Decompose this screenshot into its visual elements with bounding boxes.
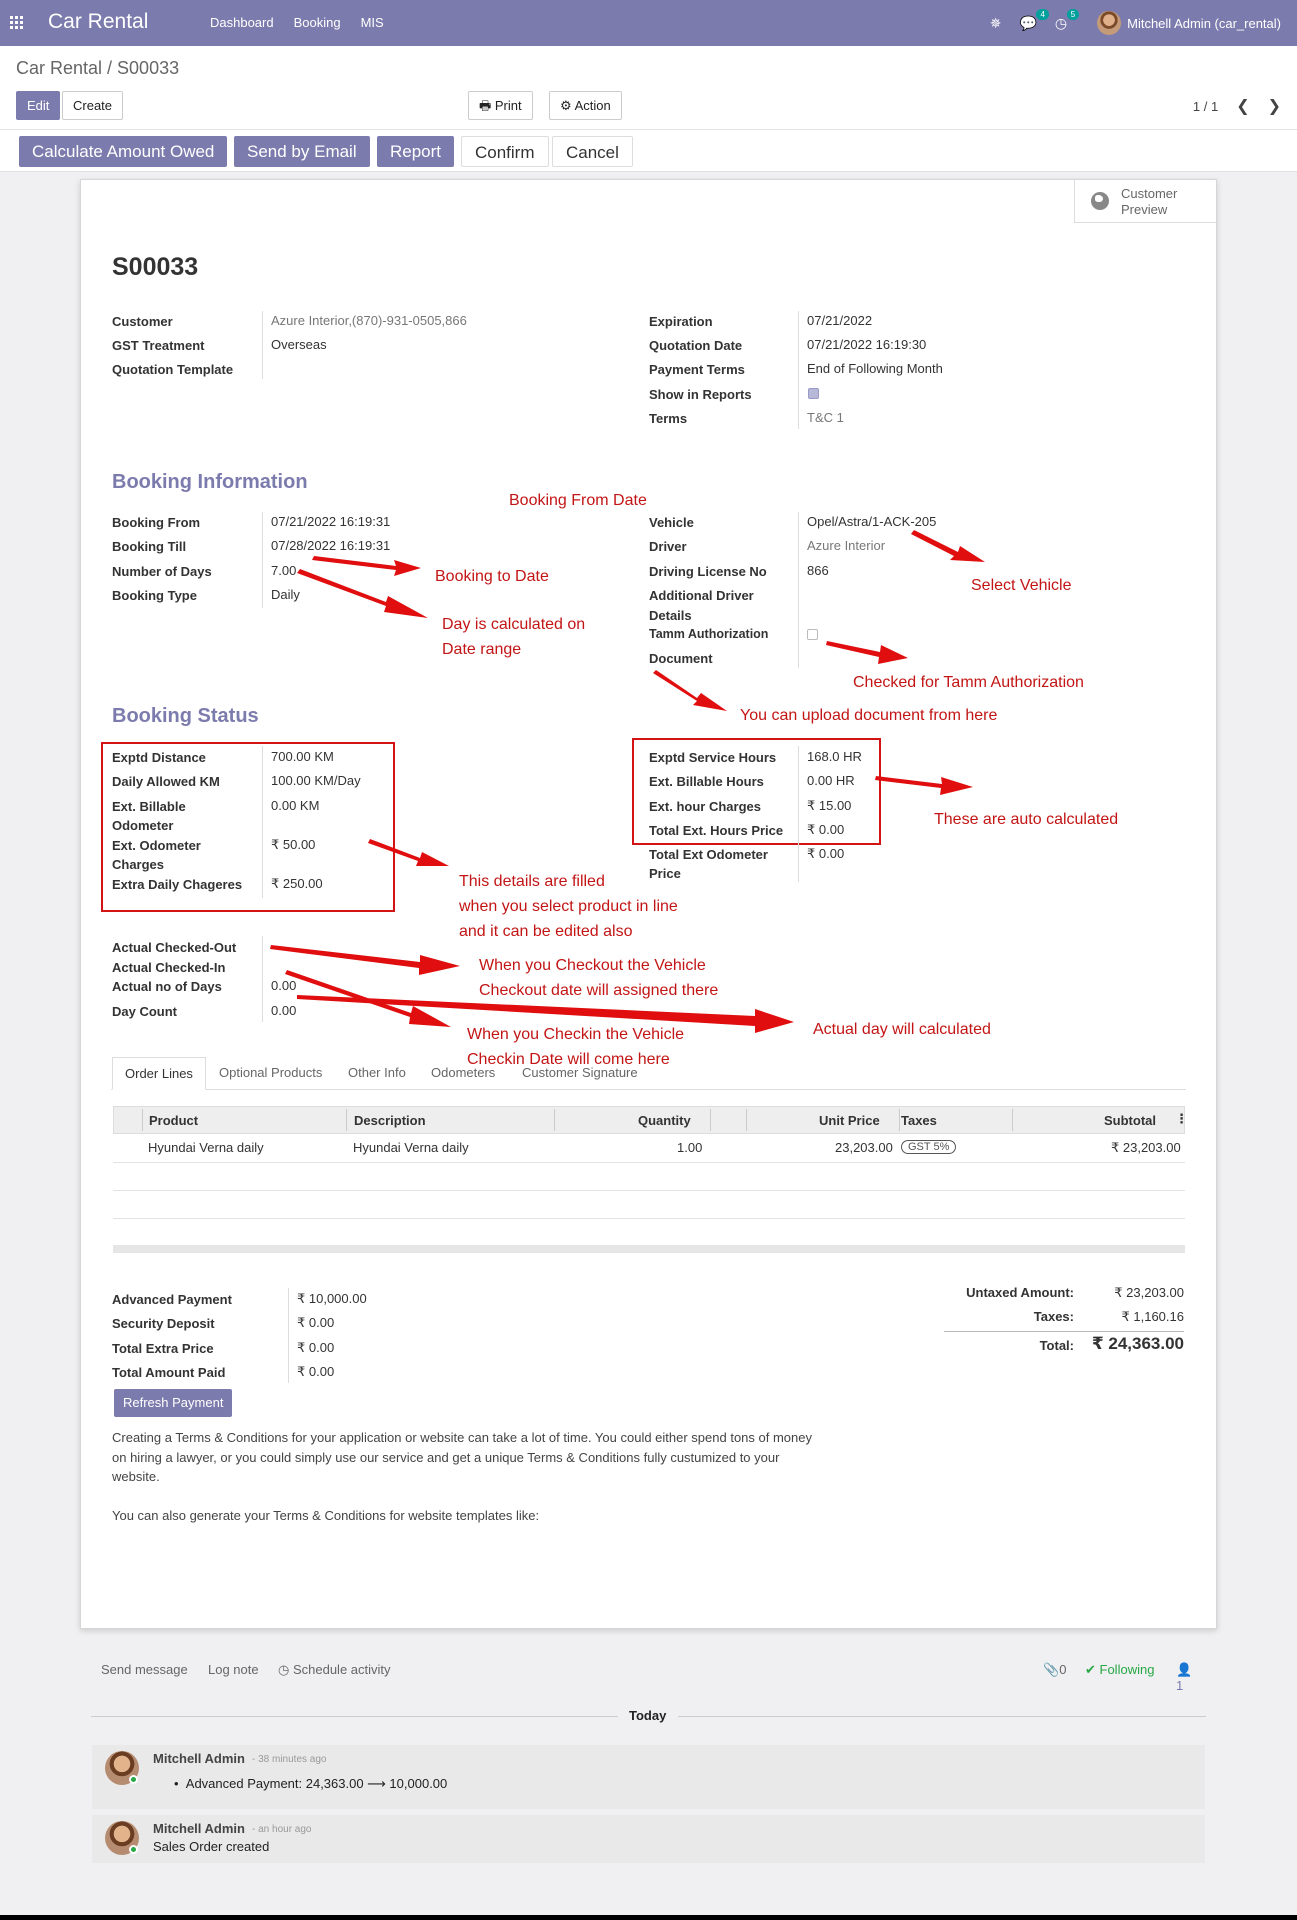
user-icon: 👤 [1176,1662,1193,1677]
total-extra-price-field[interactable]: ₹ 0.00 [297,1340,335,1355]
paperclip-icon: 📎 [1043,1662,1060,1677]
ext-odometer-charges-label-1: Ext. Odometer [112,838,201,853]
exptd-service-hours-label: Exptd Service Hours [649,750,777,765]
pager-previous-icon[interactable]: ❮ [1236,98,1250,115]
date-separator-label: Today [629,1708,667,1723]
chatter-message[interactable] [92,1745,1205,1809]
row-quantity[interactable]: 1.00 [677,1140,703,1155]
messages-icon[interactable]: 💬 4 [1019,15,1036,32]
annotation-checkin-1: When you Checkin the Vehicle [467,1026,685,1043]
annotation-details-2: when you select product in line [459,898,678,915]
show-in-reports-label: Show in Reports [649,387,752,402]
separator-line [91,1716,618,1717]
gear-icon: ⚙ [560,98,575,113]
security-deposit-label: Security Deposit [112,1316,215,1331]
log-note-button[interactable]: Log note [208,1662,259,1677]
gst-treatment-field[interactable]: Overseas [271,337,327,352]
exptd-service-hours-field[interactable]: 168.0 HR [807,749,862,764]
arrow-select-vehicle [911,530,985,562]
column-subtotal[interactable]: Subtotal [1104,1113,1156,1128]
column-description[interactable]: Description [354,1113,426,1128]
confirm-button[interactable]: Confirm [461,136,549,167]
message-time: - an hour ago [252,1824,312,1835]
column-separator [710,1109,711,1131]
annotation-auto-calc: These are auto calculated [934,811,1119,828]
actual-no-of-days-label: Actual no of Days [112,979,222,994]
row-description[interactable]: Hyundai Verna daily [353,1140,469,1155]
vehicle-label: Vehicle [649,515,694,530]
total-value: ₹ 24,363.00 [1091,1334,1184,1353]
taxes-value: ₹ 1,160.16 [1121,1309,1184,1324]
driver-label: Driver [649,539,687,554]
total-ext-odometer-price-label-2: Price [649,866,681,881]
column-separator [1012,1109,1013,1131]
followers-button[interactable] [1176,1662,1197,1693]
payment-terms-field[interactable]: End of Following Month [807,361,943,376]
message-time: - 38 minutes ago [252,1754,327,1765]
pager-value[interactable]: 1 / 1 [1192,98,1219,114]
driving-license-label: Driving License No [649,564,767,579]
screen-bottom-edge [0,1915,1297,1920]
untaxed-amount-value: ₹ 23,203.00 [1114,1285,1184,1300]
arrow-details [368,839,449,866]
breadcrumb[interactable]: Car Rental / S00033 [16,58,180,78]
annotation-details-3: and it can be edited also [459,923,633,940]
annotation-booking-to: Booking to Date [435,568,549,585]
document-label: Document [649,651,713,666]
taxes-label: Taxes: [1033,1309,1074,1324]
ext-billable-hours-label: Ext. Billable Hours [649,774,764,789]
total-ext-odometer-price-label-1: Total Ext Odometer [649,847,768,862]
attachments-button[interactable] [1043,1662,1066,1678]
daily-allowed-km-label: Daily Allowed KM [112,774,220,789]
print-icon: 🖶 [479,98,495,113]
quotation-date-label: Quotation Date [649,338,743,353]
totals-divider [944,1331,1184,1332]
tamm-authorization-label: Tamm Authorization [649,627,769,641]
annotation-upload: You can upload document from here [740,707,998,724]
arrow-actual-day [297,995,794,1033]
column-unit-price[interactable]: Unit Price [819,1113,880,1128]
booking-type-label: Booking Type [112,588,197,603]
actual-checked-in-label: Actual Checked-In [112,960,226,975]
arrow-booking-to [312,556,421,576]
ext-billable-odometer-field[interactable]: 0.00 KM [271,798,320,813]
cancel-button[interactable]: Cancel [552,136,633,167]
row-unit-price[interactable]: 23,203.00 [835,1140,893,1155]
total-extra-price-label: Total Extra Price [112,1341,214,1356]
calculate-amount-owed-button[interactable]: Calculate Amount Owed [19,136,227,167]
number-of-days-field[interactable]: 7.00 [271,563,297,578]
send-by-email-button[interactable]: Send by Email [234,136,370,167]
extra-daily-charges-field[interactable]: ₹ 250.00 [271,876,323,891]
message-author[interactable]: Mitchell Admin [153,1821,245,1836]
send-message-button[interactable]: Send message [101,1662,188,1677]
day-count-field[interactable]: 0.00 [271,1003,297,1018]
ext-hour-charges-field[interactable]: ₹ 15.00 [807,798,852,813]
order-lines-header [113,1106,1188,1134]
customer-preview-line1: Customer [1121,186,1178,201]
customer-field[interactable]: Azure Interior,(870)-931-0505,866 [271,313,467,328]
additional-driver-label: Additional Driver [649,588,754,603]
extra-daily-charges-label: Extra Daily Chageres [112,877,243,892]
number-of-days-label: Number of Days [112,564,212,579]
action-label: Action [574,98,611,113]
day-count-label: Day Count [112,1004,177,1019]
terms-paragraph: Creating a Terms & Conditions for your application or website can take a lot of time. You could either spend tons of money on hiring a lawyer, or you could simply use our service and get a unique Terms & Conditions fully custumized to your website. [112,1430,812,1484]
column-taxes[interactable]: Taxes [901,1113,937,1128]
row-divider [113,1190,1185,1191]
terms-and-conditions[interactable] [112,1428,822,1525]
arrow-day-calc [297,569,428,618]
message-author[interactable]: Mitchell Admin [153,1751,245,1766]
driver-field[interactable]: Azure Interior [807,538,886,553]
attachments-count: 0 [1059,1662,1067,1677]
advanced-payment-field[interactable]: ₹ 10,000.00 [297,1291,367,1306]
column-options-icon[interactable]: ⋮ [1175,1111,1188,1126]
terms-field[interactable]: T&C 1 [807,410,844,425]
tab-order-lines[interactable]: Order Lines [112,1057,206,1090]
schedule-activity-label: Schedule activity [292,1662,391,1677]
column-separator [746,1109,747,1131]
column-separator [554,1109,555,1131]
user-name: Mitchell Admin (car_rental) [1127,15,1281,31]
booking-information-title: Booking Information [112,471,308,493]
schedule-activity-button[interactable] [278,1662,391,1678]
booking-from-label: Booking From [112,515,201,530]
following-label: Following [1099,1662,1155,1677]
terms-label: Terms [649,411,688,426]
customer-label: Customer [112,314,173,329]
annotation-checkin-2: Checkin Date will come here [467,1051,670,1068]
row-divider [113,1218,1185,1219]
total-ext-hours-price-field[interactable]: ₹ 0.00 [807,822,845,837]
actual-no-of-days-field[interactable]: 0.00 [271,978,297,993]
total-ext-hours-price-label: Total Ext. Hours Price [649,823,784,838]
booking-till-field[interactable]: 07/28/2022 16:19:31 [271,538,391,553]
pager-next-icon[interactable]: ❯ [1267,98,1281,115]
messages-badge: 4 [1036,9,1048,20]
ext-billable-hours-field[interactable]: 0.00 HR [807,773,855,788]
print-label: Print [494,98,522,113]
chatter-message[interactable] [92,1815,1205,1863]
daily-allowed-km-field[interactable]: 100.00 KM/Day [271,773,361,788]
exptd-distance-label: Exptd Distance [112,750,206,765]
quotation-template-label: Quotation Template [112,362,234,377]
gst-treatment-label: GST Treatment [112,338,205,353]
check-icon: ✔ [1085,1662,1100,1677]
tracking-value: Advanced Payment: 24,363.00 ⟶ 10,000.00 [185,1776,448,1791]
following-button[interactable] [1085,1662,1154,1678]
online-status-icon [129,1845,138,1854]
annotation-details-1: This details are filled [459,873,605,890]
notebook-tabs [111,1057,1186,1090]
arrow-checkout [270,945,460,975]
edit-button[interactable]: Edit [16,91,60,120]
menu-dashboard[interactable]: Dashboard [210,15,274,30]
actual-checked-out-label: Actual Checked-Out [112,940,237,955]
customer-preview-line2: Preview [1121,202,1168,217]
ext-odometer-charges-field[interactable]: ₹ 50.00 [271,837,316,852]
app-title[interactable]: Car Rental [48,10,149,33]
booking-status-title: Booking Status [112,705,259,727]
booking-type-field[interactable]: Daily [271,587,300,602]
annotation-booking-from: Booking From Date [509,492,647,509]
advanced-payment-label: Advanced Payment [112,1292,232,1307]
followers-count: 1 [1176,1678,1184,1693]
security-deposit-field[interactable]: ₹ 0.00 [297,1315,335,1330]
clock-icon: ◷ [278,1662,293,1677]
quotation-date-field[interactable]: 07/21/2022 16:19:30 [807,337,927,352]
ext-billable-odometer-label-1: Ext. Billable [112,799,186,814]
field-separator [288,1288,289,1383]
ext-hour-charges-label: Ext. hour Charges [649,799,761,814]
message-body: Sales Order created [153,1839,270,1854]
tab-other-info[interactable]: Other Info [348,1065,406,1080]
annotation-select-vehicle: Select Vehicle [971,577,1072,594]
separator-line [678,1716,1206,1717]
activity-clock-icon[interactable]: ◷ 5 [1055,15,1067,32]
date-separator [91,1708,1206,1724]
ext-odometer-charges-label-2: Charges [112,857,165,872]
bug-icon[interactable]: ✵ [989,14,1002,31]
document-title: S00033 [112,253,199,281]
driving-license-field[interactable]: 866 [807,563,829,578]
ext-billable-odometer-label-2: Odometer [112,818,174,833]
message-body: • Advanced Payment: 24,363.00 ⟶ 10,000.00 [174,1776,448,1791]
annotation-day-calc-2: Date range [442,641,522,658]
row-product[interactable]: Hyundai Verna daily [148,1140,264,1155]
menu-booking[interactable]: Booking [293,15,341,30]
column-separator [142,1109,143,1131]
activities-badge: 5 [1067,9,1079,20]
menu-mis[interactable]: MIS [360,15,384,30]
annotation-checkout-2: Checkout date will assigned there [479,982,719,999]
total-label: Total: [1039,1338,1074,1353]
terms-paragraph-2: You can also generate your Terms & Conditions for website templates like: [112,1507,540,1523]
tab-optional-products[interactable]: Optional Products [219,1065,323,1080]
annotation-actual-day: Actual day will calculated [813,1021,991,1038]
vehicle-field[interactable]: Opel/Astra/1-ACK-205 [807,514,937,529]
column-quantity[interactable]: Quantity [638,1113,691,1128]
expiration-field[interactable]: 07/21/2022 [807,313,873,328]
annotation-day-calc-1: Day is calculated on [442,616,586,633]
tab-odometers[interactable]: Odometers [431,1065,496,1080]
report-button[interactable]: Report [377,136,454,167]
create-button[interactable]: Create [62,91,123,120]
untaxed-amount-label: Untaxed Amount: [966,1285,1074,1300]
table-footer [113,1245,1185,1253]
total-ext-odometer-price-field[interactable]: ₹ 0.00 [807,846,845,861]
arrow-upload [653,670,727,711]
arrow-tamm [826,641,908,664]
additional-driver-label-2: Details [649,608,692,623]
column-separator [346,1109,347,1131]
payment-terms-label: Payment Terms [649,362,745,377]
booking-from-field[interactable]: 07/21/2022 16:19:31 [271,514,391,529]
total-amount-paid-label: Total Amount Paid [112,1365,226,1380]
row-tax-badge[interactable]: GST 5% [901,1140,956,1154]
expiration-label: Expiration [649,314,713,329]
online-status-icon [129,1775,138,1784]
column-product[interactable]: Product [149,1113,199,1128]
booking-till-label: Booking Till [112,539,187,554]
table-row[interactable] [113,1134,1185,1162]
column-separator [899,1109,900,1131]
total-amount-paid-field[interactable]: ₹ 0.00 [297,1364,335,1379]
annotation-tamm: Checked for Tamm Authorization [853,674,1084,691]
annotation-checkout-1: When you Checkout the Vehicle [479,957,706,974]
tab-customer-signature[interactable]: Customer Signature [522,1065,638,1080]
row-subtotal: ₹ 23,203.00 [1111,1140,1181,1155]
row-divider [113,1162,1185,1163]
arrow-auto-calc [875,776,973,795]
exptd-distance-field[interactable]: 700.00 KM [271,749,334,764]
refresh-payment-button[interactable]: Refresh Payment [114,1389,232,1417]
